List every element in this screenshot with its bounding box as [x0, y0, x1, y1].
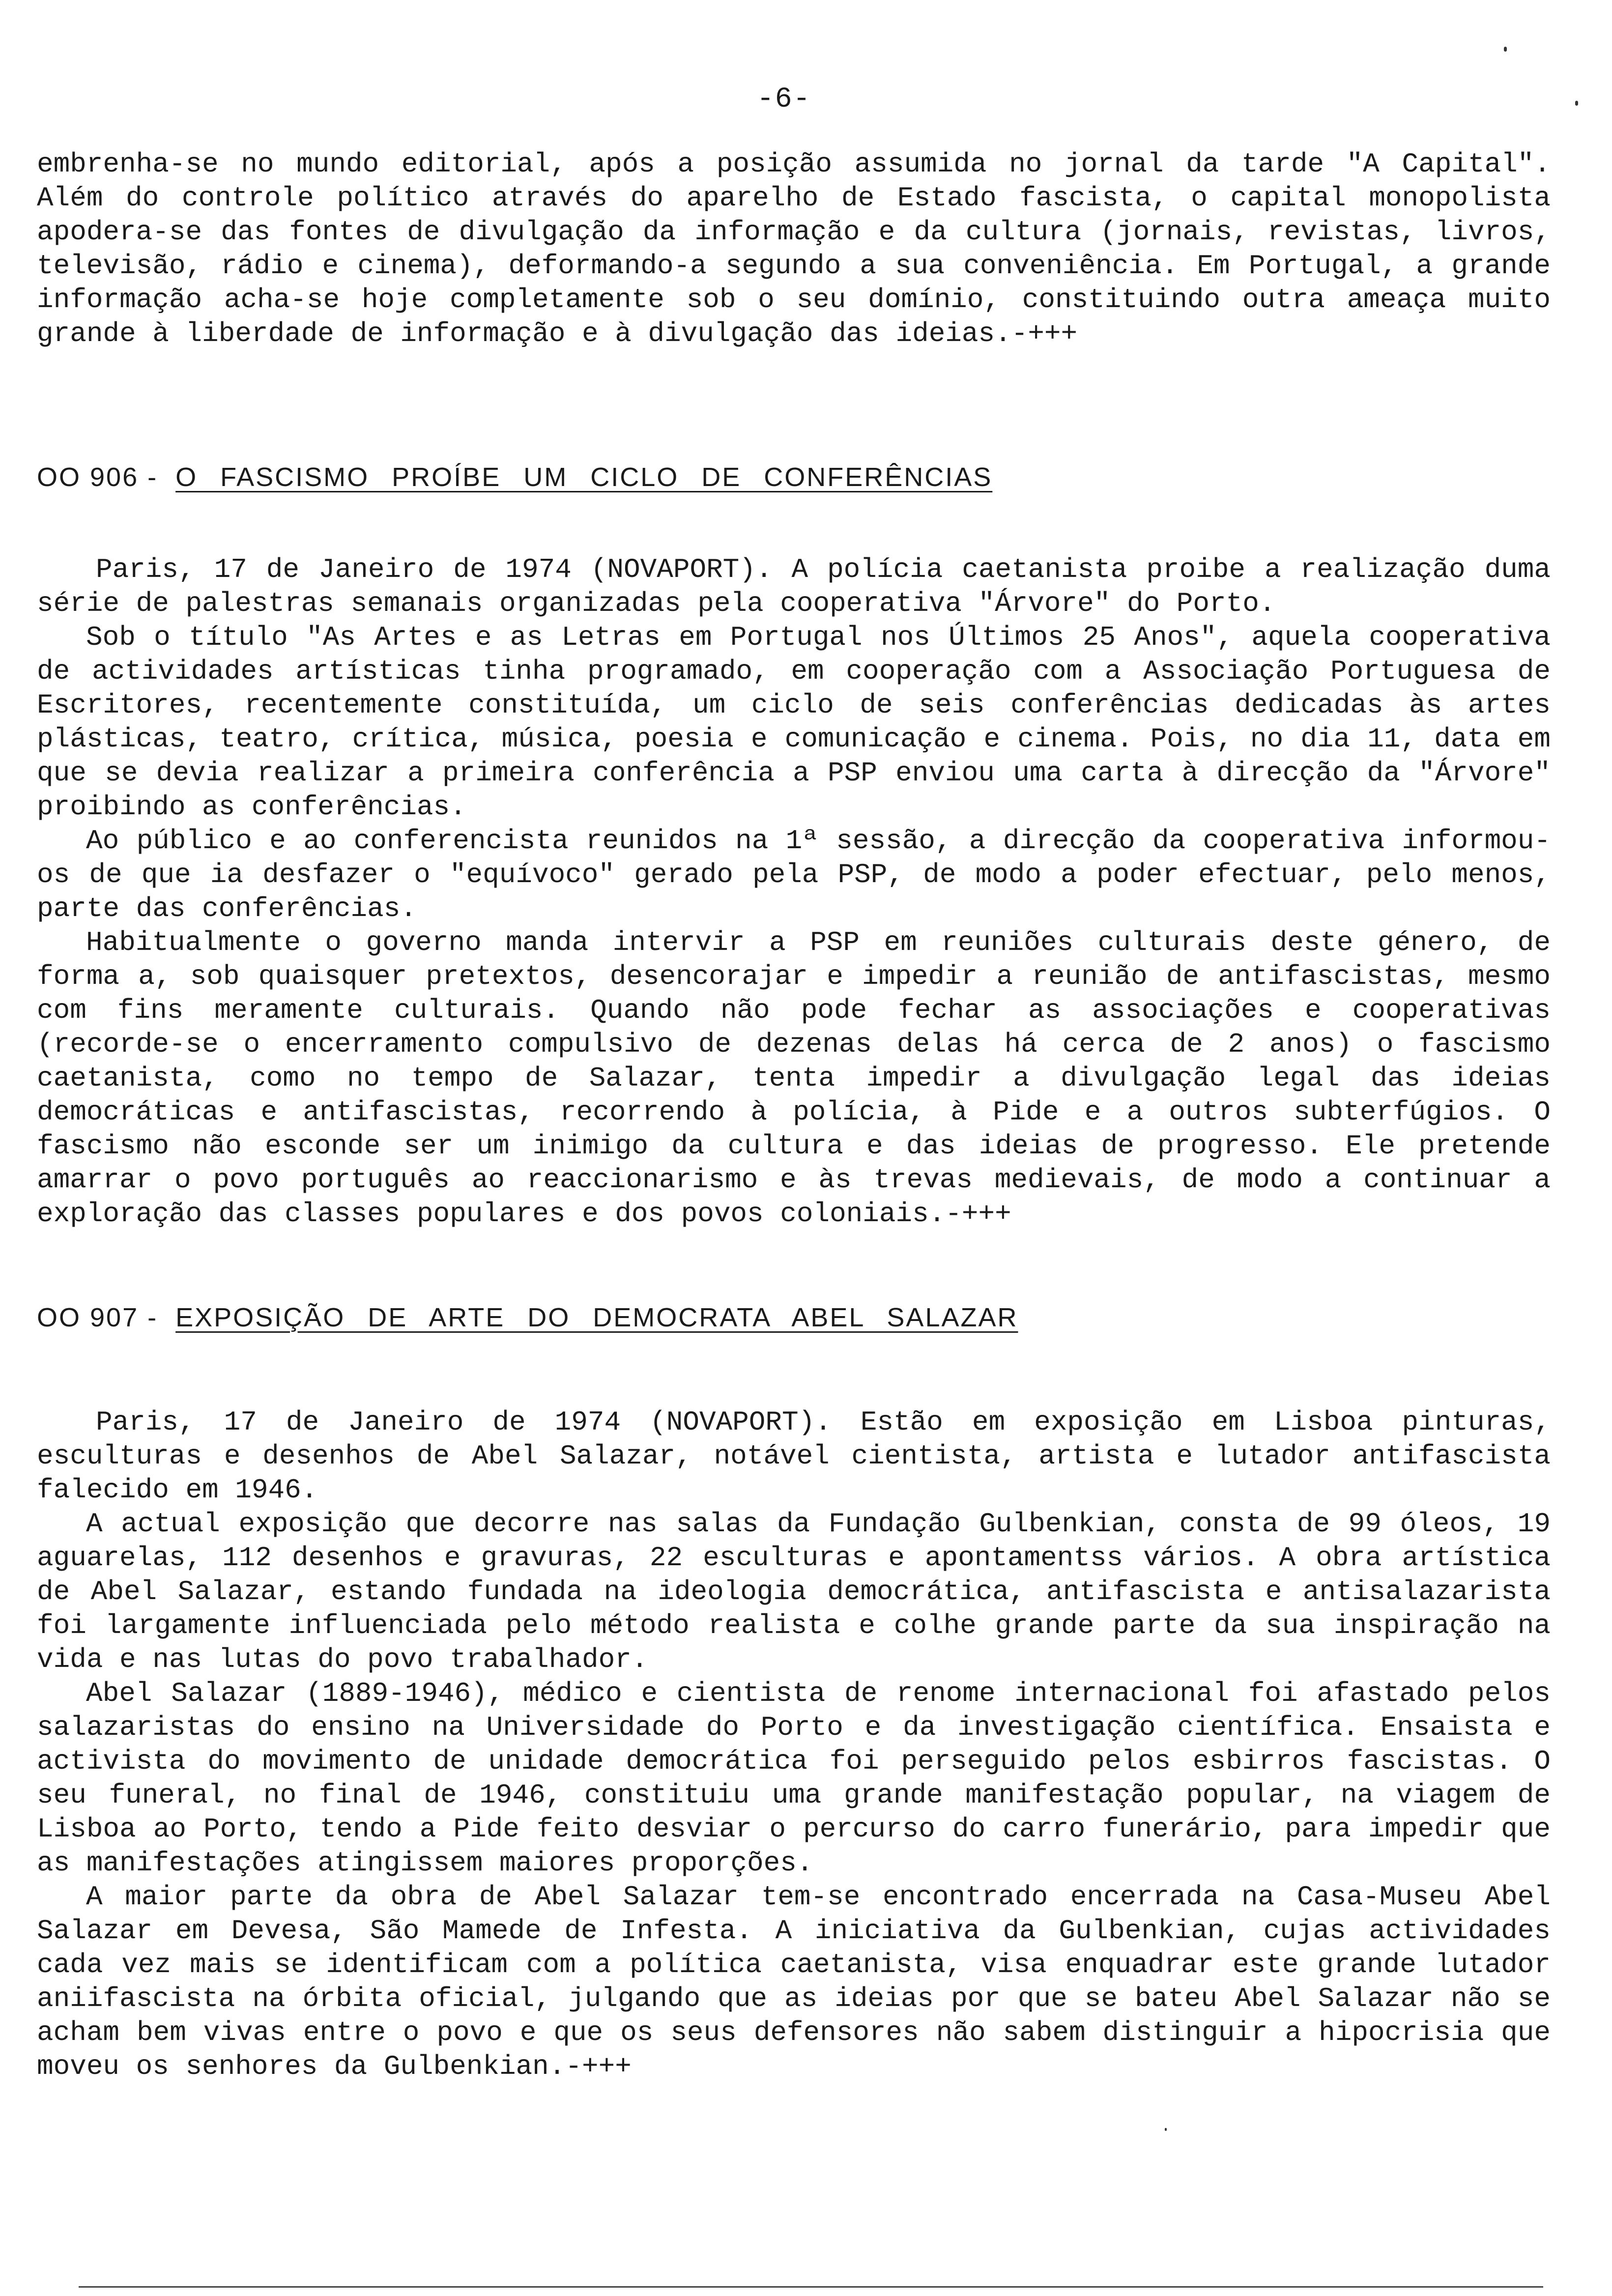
article-paragraph: A maior parte da obra de Abel Salazar tem-se encontrado encerrada na Casa-Museu Abel Salazar em Devesa, São Mamede de Infesta. A iniciativa da Gulbenkian, cujas actividades cada vez mais se identificam com a política caetanista, visa enquadrar este grande lutador aniifascista na órbita oficial, julgando que as ideias por que se bateu Abel Salazar não se acham bem vivas entre o povo e que os seus defensores não sabem distinguir a hipocrisia que moveu os senhores da Gulbenkian.-+++	[37, 1881, 1551, 2082]
page-number: -6-	[757, 84, 811, 115]
article-title: EXPOSIÇÃO DE ARTE DO DEMOCRATA ABEL SALAZAR	[175, 1303, 1018, 1332]
article-title: O FASCISMO PROÍBE UM CICLO DE CONFERÊNCIAS	[175, 462, 993, 492]
article-heading-906	[37, 462, 992, 492]
article-paragraph: Habitualmente o governo manda intervir a PSP em reuniões culturais deste género, de forma a, sob quaisquer pretextos, desencorajar e impedir a reunião de antifascistas, mesmo com fins meramente culturais. Quando não pode fechar as associações e cooperativas (recorde-se o encerramento compulsivo de dezenas delas há cerca de 2 anos) o fascismo caetanista, como no tempo de Salazar, tenta impedir a divulgação legal das ideias democráticas e antifascistas, recorrendo à polícia, à Pide e a outros subterfúgios. O fascismo não esconde ser um inimigo da cultura e das ideias de progresso. Ele pretende amarrar o povo português ao reaccionarismo e às trevas medievais, de modo a continuar a exploração das classes populares e dos povos coloniais.-+++	[37, 927, 1551, 1230]
article-code: OO 906 -	[37, 462, 158, 492]
scan-speck	[1504, 47, 1507, 52]
scan-speck	[1165, 2128, 1167, 2131]
article-paragraph: Abel Salazar (1889-1946), médico e cientista de renome internacional foi afastado pelos salazaristas do ensino na Universidade do Porto e da investigação científica. Ensaista e activista do movimento de unidade democrática foi perseguido pelos esbirros fascistas. O seu funeral, no final de 1946, constituiu uma grande manifestação popular, na viagem de Lisboa ao Porto, tendo a Pide feito desviar o percurso do carro funerário, para impedir que as manifestações atingissem maiores proporções.	[37, 1678, 1551, 1879]
article-code: OO 907 -	[37, 1303, 158, 1332]
article-paragraph: Sob o título "As Artes e as Letras em Portugal nos Últimos 25 Anos", aquela cooperativa de actividades artísticas tinha programado, em cooperação com a Associação Portuguesa de Escritores, recentemente constituída, um ciclo de seis conferências dedicadas às artes plásticas, teatro, crítica, música, poesia e comunicação e cinema. Pois, no dia 11, data em que se devia realizar a primeira conferência a PSP enviou uma carta à direcção da "Árvore" proibindo as conferências.	[37, 622, 1551, 823]
article-paragraph: A actual exposição que decorre nas salas da Fundação Gulbenkian, consta de 99 óleos, 19 aguarelas, 112 desenhos e gravuras, 22 esculturas e apontamentss vários. A obra artística de Abel Salazar, estando fundada na ideologia democrática, antifascista e antisalazarista foi largamente influenciada pelo método realista e colhe grande parte da sua inspiração na vida e nas lutas do povo trabalhador.	[37, 1508, 1551, 1675]
article-paragraph: Ao público e ao conferencista reunidos na 1ª sessão, a direcção da cooperativa informou-os de que ia desfazer o "equívoco" gerado pela PSP, de modo a poder efectuar, pelo menos, parte das conferências.	[37, 825, 1551, 924]
article-paragraph: Paris, 17 de Janeiro de 1974 (NOVAPORT). Estão em exposição em Lisboa pinturas, esculturas e desenhos de Abel Salazar, notável cientista, artista e lutador antifascista falecido em 1946.	[37, 1406, 1551, 1506]
article-paragraph: Paris, 17 de Janeiro de 1974 (NOVAPORT). A polícia caetanista proibe a realização duma série de palestras semanais organizadas pela cooperativa "Árvore" do Porto.	[37, 554, 1551, 619]
bottom-rule	[79, 2286, 1543, 2288]
article-heading-907	[37, 1302, 1018, 1333]
scan-speck	[1575, 101, 1578, 106]
intro-paragraph: embrenha-se no mundo editorial, após a posição assumida no jornal da tarde "A Capital". Além do controle político através do aparelho de Estado fascista, o capital monopolista apodera-se das fontes de divulgação da informação e da cultura (jornais, revistas, livros, televisão, rádio e cinema), deformando-a segundo a sua conveniência. Em Portugal, a grande informação acha-se hoje completamente sob o seu domínio, constituindo outra ameaça muito grande à liberdade de informação e à divulgação das ideias.-+++	[37, 148, 1551, 349]
